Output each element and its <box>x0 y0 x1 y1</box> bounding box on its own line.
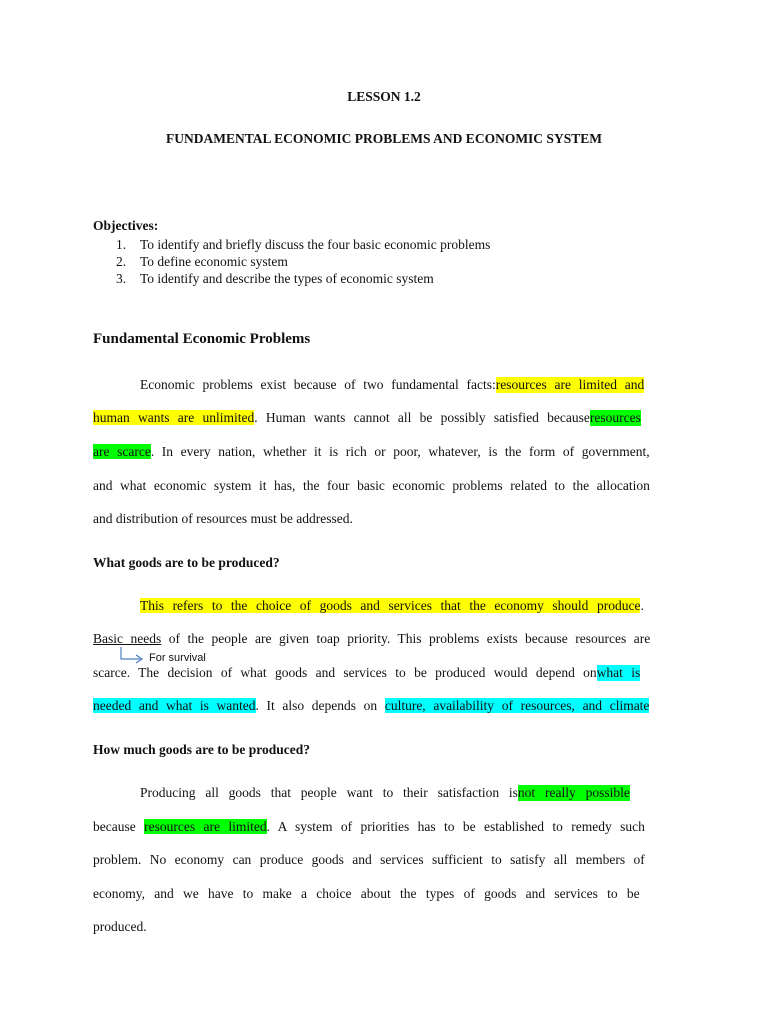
paragraph-line <box>140 598 675 614</box>
highlight-green: resources <box>589 410 641 425</box>
objective-text: To identify and describe the types of economic system <box>140 271 434 286</box>
text-run: and distribution of resources must be addressed. <box>93 511 353 526</box>
text-run: Economic problems exist because of two fundamental facts: <box>140 377 496 392</box>
paragraph-line <box>93 478 675 494</box>
text-run: scarce. The decision of what goods and services to be produced would depend on <box>93 665 597 680</box>
objective-number: 3. <box>116 271 127 286</box>
highlight-yellow: human wants are unlimited <box>93 410 255 425</box>
paragraph-line <box>93 444 675 460</box>
objective-number: 2. <box>116 254 127 269</box>
text-run: Producing all goods that people want to their satisfaction is <box>140 785 518 800</box>
question-heading: How much goods are to be produced? <box>93 742 311 757</box>
text-run: of the people are given toap priority. This problems exists because resources are <box>161 631 651 646</box>
objectives-heading: Objectives: <box>93 218 159 233</box>
section-heading: Fundamental Economic Problems <box>93 331 311 347</box>
objective-number: 1. <box>116 237 127 252</box>
text-run: because <box>93 819 145 834</box>
highlight-cyan: needed and what is wanted <box>93 698 256 713</box>
text-run: . A system of priorities has to be established to remedy such <box>266 819 645 834</box>
paragraph-line <box>93 665 675 681</box>
paragraph-line <box>140 377 675 393</box>
text-run: economy, and we have to make a choice about the types of goods and services to be <box>93 886 640 901</box>
objective-item <box>116 271 434 287</box>
highlight-green: are scarce <box>93 444 151 459</box>
lesson-number: LESSON 1.2 <box>347 89 421 104</box>
highlight-cyan: what is <box>596 665 641 680</box>
paragraph-line <box>93 886 675 902</box>
paragraph-line <box>93 698 675 714</box>
highlight-cyan: culture, availability of resources, and climate <box>384 698 650 713</box>
text-run: and what economic system it has, the four basic economic problems related to the allocation <box>93 478 650 493</box>
objective-text: To identify and briefly discuss the four basic economic problems <box>140 237 491 252</box>
paragraph-line <box>93 819 675 835</box>
callout-arrow-icon <box>118 646 152 664</box>
text-run: produced. <box>93 919 147 934</box>
text-run: . Human wants cannot all be possibly satisfied because <box>254 410 590 425</box>
paragraph-line <box>140 785 675 801</box>
text-run: problem. No economy can produce goods and services sufficient to satisfy all members of <box>93 852 645 867</box>
page-title: FUNDAMENTAL ECONOMIC PROBLEMS AND ECONOMIC SYSTEM <box>166 131 602 146</box>
text-run: . <box>640 598 644 613</box>
paragraph-line <box>93 511 675 527</box>
question-heading: What goods are to be produced? <box>93 555 280 570</box>
callout-note: For survival <box>149 652 206 664</box>
paragraph-line <box>93 631 675 647</box>
paragraph-line <box>93 410 675 426</box>
text-run: . It also depends on <box>255 698 385 713</box>
highlight-green: resources are limited <box>144 819 267 834</box>
highlight-green: not really possible <box>517 785 630 800</box>
objective-text: To define economic system <box>140 254 288 269</box>
highlight-yellow: resources are limited and <box>495 377 645 392</box>
paragraph-line <box>93 919 675 935</box>
objective-item <box>116 254 288 270</box>
paragraph-line <box>93 852 675 868</box>
highlight-yellow: This refers to the choice of goods and services that the economy should produce <box>140 598 641 613</box>
text-run: . In every nation, whether it is rich or poor, whatever, is the form of government, <box>150 444 650 459</box>
objective-item <box>116 237 490 253</box>
underlined-text: Basic needs <box>93 631 162 646</box>
